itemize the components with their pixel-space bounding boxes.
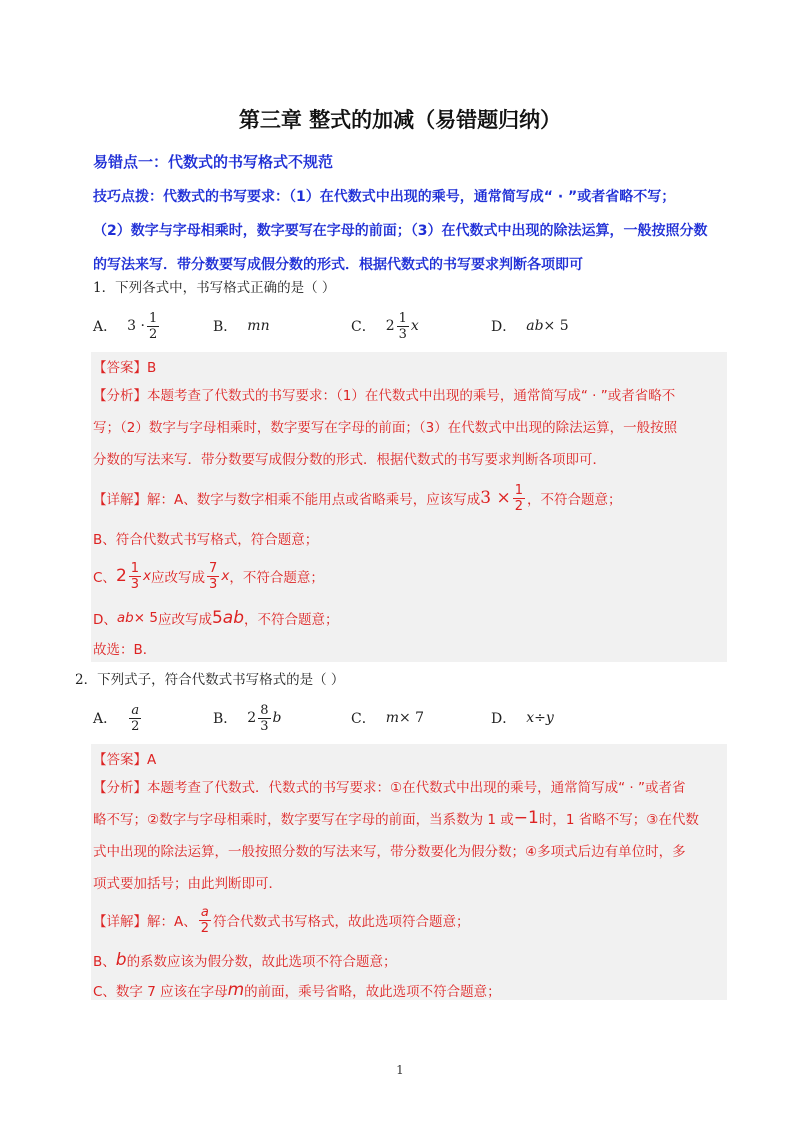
q2-analysis-2: 略不写；②数字与字母相乘时，数字要写在字母的前面，当系数为 1 或 −1 时，1 省略不写；③在代数 bbox=[93, 808, 699, 828]
fraction: $\frac{8}{3}$ bbox=[260, 702, 269, 734]
q1-option-d: D． ab × 5 bbox=[491, 318, 569, 335]
page-title: 第三章 整式的加减（易错题归纳） bbox=[238, 108, 562, 132]
q1-detail-a: 【详解】解：A、数字与数字相乘不能用点或省略乘号，应该写成 3 × $\frac{1}{2}$ ，不符合题意； bbox=[93, 482, 622, 514]
fraction: $\frac{7}{3}$ bbox=[209, 560, 218, 592]
q2-detail-a: 【详解】解：A、 $\frac{a}{2}$ 符合代数式书写格式，故此选项符合题意； bbox=[93, 904, 470, 936]
section-heading: 易错点一：代数式的书写格式不规范 bbox=[93, 153, 334, 171]
q1-option-a: A． 3 · $\frac{1}{2}$ bbox=[93, 310, 158, 342]
tips-block bbox=[93, 180, 733, 282]
tips-line-2: （2）数字与字母相乘时，数字要写在字母的前面；（3）在代数式中出现的除法运算，一般按照分数 bbox=[93, 223, 708, 239]
q2-answer: 【答案】A bbox=[93, 752, 157, 768]
question-1-options bbox=[93, 306, 713, 346]
fraction: $\frac{a}{2}$ bbox=[131, 702, 140, 734]
tips-line-1: 技巧点拨：代数式的书写要求：（1）在代数式中出现的乘号，通常简写成“ · ”或者省略不写； bbox=[93, 189, 676, 205]
q2-option-c: C． m × 7 bbox=[351, 710, 425, 727]
fraction: $\frac{1}{3}$ bbox=[130, 560, 140, 592]
fraction: $\frac{1}{2}$ bbox=[514, 482, 523, 514]
question-2-stem: 2．下列式子，符合代数式书写格式的是（ ） bbox=[75, 672, 345, 688]
page-number: 1 bbox=[396, 1063, 404, 1077]
question-1-stem: 1．下列各式中，书写格式正确的是（ ） bbox=[93, 280, 336, 296]
q1-analysis-1: 【分析】本题考查了代数式的书写要求：（1）在代数式中出现的乘号，通常简写成“ · ”或者省略不 bbox=[93, 388, 676, 404]
q2-analysis-1: 【分析】本题考查了代数式．代数式的书写要求：①在代数式中出现的乘号，通常简写成“ · ”或者省 bbox=[93, 780, 686, 796]
tips-lead: 技巧点拨： bbox=[93, 189, 163, 205]
q1-answer: 【答案】B bbox=[93, 360, 157, 376]
q1-detail-b: B、符合代数式书写格式，符合题意； bbox=[93, 532, 319, 548]
q2-answer-box bbox=[91, 744, 727, 1000]
fraction: $\frac{a}{2}$ bbox=[200, 904, 210, 936]
q2-detail-c: C、数字 7 应该在字母 m 的前面，乘号省略，故此选项不符合题意； bbox=[93, 980, 501, 1000]
question-2-options bbox=[93, 698, 713, 738]
q1-option-c: C． 2 $\frac{1}{3}$ x bbox=[351, 310, 419, 342]
q1-option-b: B． mn bbox=[213, 318, 270, 335]
q1-analysis-2: 写；（2）数字与字母相乘时，数字要写在字母的前面；（3）在代数式中出现的除法运算，一般按照 bbox=[93, 420, 678, 436]
q1-conclusion: 故选：B． bbox=[93, 642, 157, 658]
tips-line-3: 的写法来写．带分数要写成假分数的形式．根据代数式的书写要求判断各项即可 bbox=[93, 257, 583, 273]
q2-analysis-4: 项式要加括号；由此判断即可． bbox=[93, 876, 282, 892]
q1-detail-d: D、 ab × 5 应改写成 5 ab ，不符合题意； bbox=[93, 608, 339, 628]
fraction: $\frac{1}{2}$ bbox=[148, 310, 158, 342]
q2-analysis-3: 式中出现的除法运算，一般按照分数的写法来写，带分数要化为假分数；④多项式后边有单位时，多 bbox=[93, 844, 686, 860]
q1-analysis-3: 分数的写法来写．带分数要写成假分数的形式．根据代数式的书写要求判断各项即可． bbox=[93, 452, 606, 468]
fraction: $\frac{1}{3}$ bbox=[398, 310, 407, 342]
q1-detail-c: C、 2 $\frac{1}{3}$ x 应改写成 $\frac{7}{3}$ x ，不符合题意； bbox=[93, 560, 324, 592]
q2-option-d: D． x ÷ y bbox=[491, 710, 554, 727]
q1-answer-box bbox=[91, 352, 727, 662]
q2-option-a: A． $\frac{a}{2}$ bbox=[93, 702, 140, 734]
q2-detail-b: B、 b 的系数应该为假分数，故此选项不符合题意； bbox=[93, 950, 397, 970]
q2-option-b: B． 2 $\frac{8}{3}$ b bbox=[213, 702, 282, 734]
